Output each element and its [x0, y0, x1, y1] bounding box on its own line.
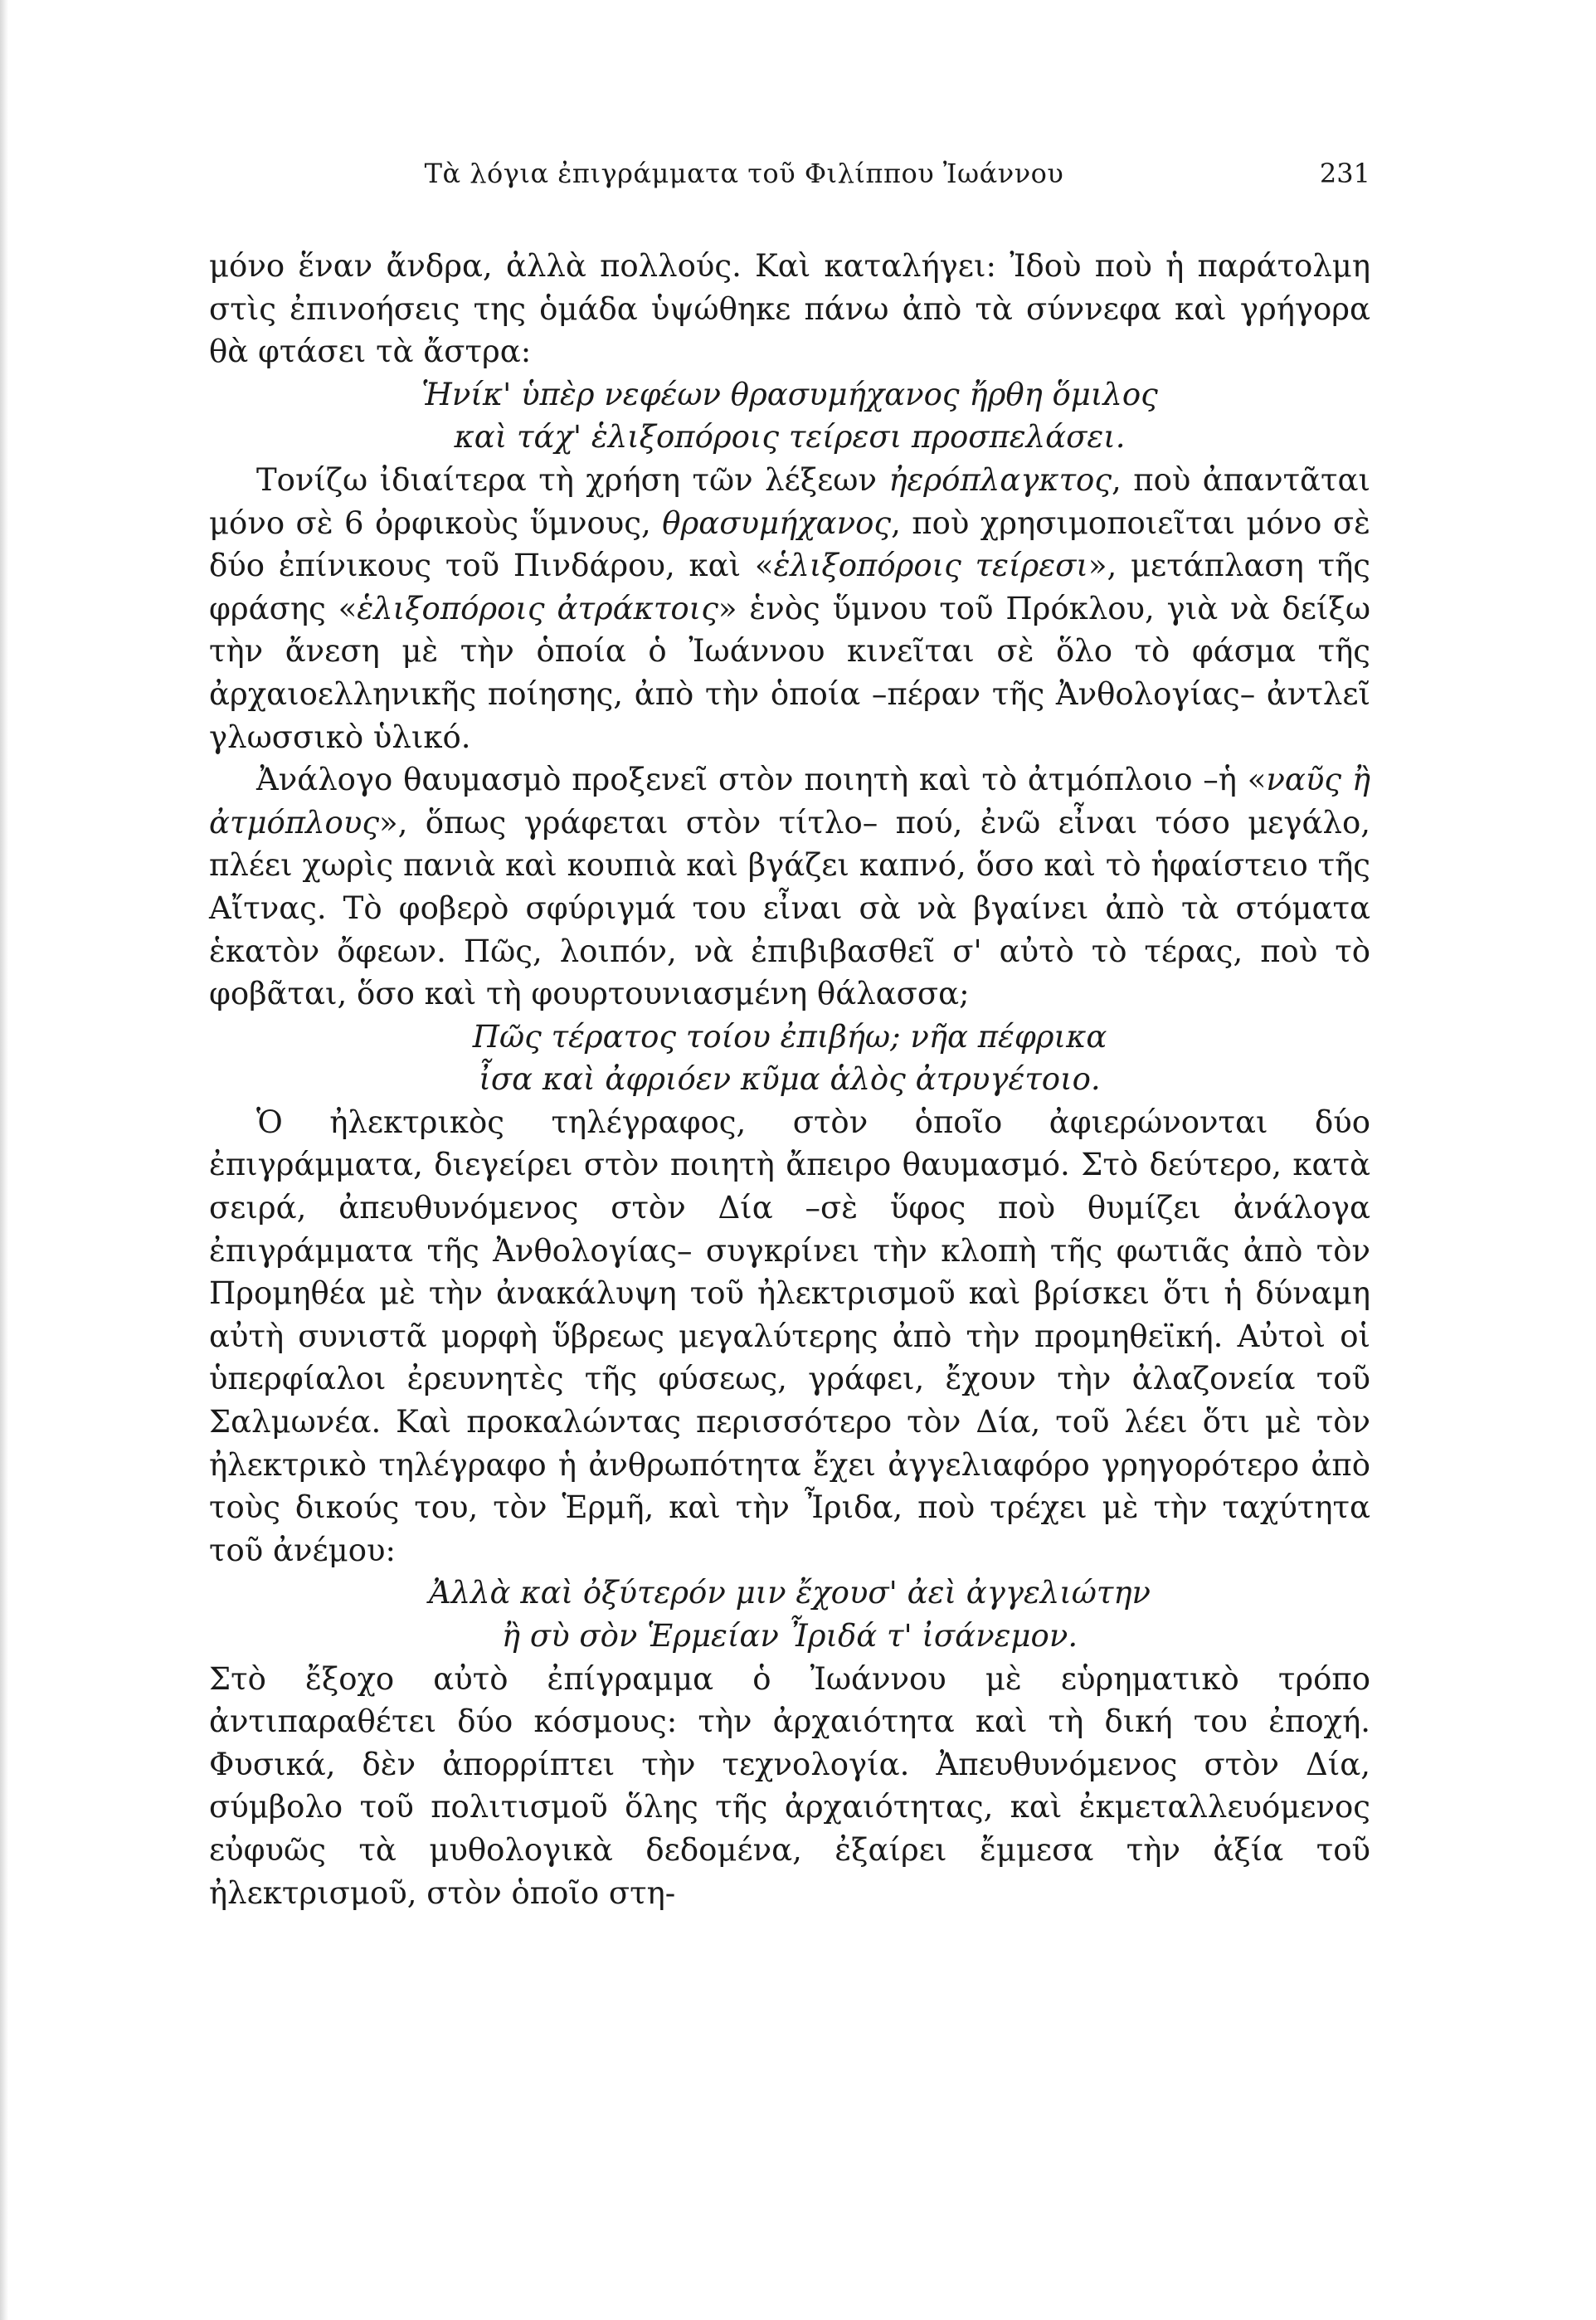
- spine-shadow: [0, 0, 8, 2320]
- verse-2-line-1: Πῶς τέρατος τοίου ἐπιβήω; νῆα πέφρικα: [472, 1018, 1107, 1055]
- paragraph-2-text: , ποὺ χρησιμοποιεῖται μόνο σὲ δύο ἐπίνικους τοῦ Πινδάρου, καὶ «: [209, 504, 1370, 584]
- verse-3-line-1: Ἀλλὰ καὶ ὀξύτερόν μιν ἔχουσ' ἀεὶ ἀγγελιώτην: [428, 1575, 1151, 1611]
- page-header: [209, 158, 1370, 207]
- paragraph-3-text: Ἀνάλογο θαυμασμὸ προξενεῖ στὸν ποιητὴ καὶ τὸ ἀτμόπλοιο –ἡ «: [256, 762, 1267, 798]
- verse-3-line-2: ἢ σὺ σὸν Ἑρμείαν Ἶριδά τ' ἰσάνεμον.: [501, 1618, 1078, 1654]
- paragraph-2-text: , ποὺ ἀπαντᾶται μόνο σὲ 6 ὀρφικοὺς ὕμνους,: [209, 461, 1370, 541]
- paragraph-2-text: » ἑνὸς ὕμνου τοῦ Πρόκλου, γιὰ νὰ δείξω τὴν ἄνεση μὲ τὴν ὁποία ὁ Ἰωάννου κινεῖται σὲ ὅλο τὸ φάσμα τῆς ἀρχαιοελληνικῆς ποίησης, ἀπὸ τὴν ὁποία –πέραν τῆς Ἀνθολογίας– ἀντλεῖ γλωσσικὸ ὑλικό.: [209, 590, 1370, 755]
- quoted-word: θρασυμήχανος: [662, 504, 892, 541]
- paragraph-5: Στὸ ἔξοχο αὐτὸ ἐπίγραμμα ὁ Ἰωάννου μὲ εὑρηματικὸ τρόπο ἀντιπαραθέτει δύο κόσμους: τὴν ἀρχαιότητα καὶ τὴ δική του ἐποχή. Φυσικά, δὲν ἀπορρίπτει τὴν τεχνολογία. Ἀπευθυνόμενος στὸν Δία, σύμβολο τοῦ πολιτισμοῦ ὅλης τῆς ἀρχαιότητας, καὶ ἐκμεταλλευόμενος εὐφυῶς τὰ μυθολογικὰ δεδομένα, ἐξαίρει ἔμμεσα τὴν ἀξία τοῦ ἠλεκτρισμοῦ, στὸν ὁποῖο στη-: [209, 1660, 1370, 1911]
- quoted-word: ἠερόπλαγκτος: [888, 461, 1112, 498]
- paragraph-3-text: », ὅπως γράφεται στὸν τίτλο– πού, ἐνῶ εἶναι τόσο μεγάλο, πλέει χωρὶς πανιὰ καὶ κουπιὰ καὶ βγάζει καπνό, ὅσο καὶ τὸ ἡφαίστειο τῆς Αἴτνας. Τὸ φοβερὸ σφύριγμά του εἶναι σὰ νὰ βγαίνει ἀπὸ τὰ στόματα ἑκατὸν ὄφεων. Πῶς, λοιπόν, νὰ ἐπιβιβασθεῖ σ' αὐτὸ τὸ τέρας, ποὺ τὸ φοβᾶται, ὅσο καὶ τὴ φουρτουνιασμένη θάλασσα;: [209, 804, 1370, 1012]
- verse-1-line-2: καὶ τάχ' ἑλιξοπόροις τείρεσι προσπελάσει.: [454, 419, 1126, 456]
- paragraph-3: [209, 758, 1370, 1016]
- paragraph-2: [209, 459, 1370, 758]
- page-number: 231: [1319, 158, 1370, 189]
- body-text: [209, 245, 1370, 1914]
- verse-2-line-2: ἶσα καὶ ἀφριόεν κῦμα ἁλὸς ἀτρυγέτοιο.: [479, 1061, 1101, 1098]
- quoted-phrase: ἑλιξοπόροις ἀτράκτοις: [357, 590, 718, 626]
- paragraph-2-text: », μετάπλαση τῆς φράσης «: [209, 548, 1370, 626]
- paragraph-4: Ὁ ἠλεκτρικὸς τηλέγραφος, στὸν ὁποῖο ἀφιερώνονται δύο ἐπιγράμματα, διεγείρει στὸν ποιητὴ ἄπειρο θαυμασμό. Στὸ δεύτερο, κατὰ σειρά, ἀπευθυνόμενος στὸν Δία –σὲ ὕφος ποὺ θυμίζει ἀνάλογα ἐπιγράμματα τῆς Ἀνθολογίας– συγκρίνει τὴν κλοπὴ τῆς φωτιᾶς ἀπὸ τὸν Προμηθέα μὲ τὴν ἀνακάλυψη τοῦ ἠλεκτρισμοῦ καὶ βρίσκει ὅτι ἡ δύναμη αὐτὴ συνιστᾶ μορφὴ ὕβρεως μεγαλύτερης ἀπὸ τὴν προμηθεϊκή. Αὐτοὶ οἱ ὑπερφίαλοι ἐρευνητὲς τῆς φύσεως, γράφει, ἔχουν τὴν ἀλαζονεία τοῦ Σαλμωνέα. Καὶ προκαλώντας περισσότερο τὸν Δία, τοῦ λέει ὅτι μὲ τὸν ἠλεκτρικὸ τηλέγραφο ἡ ἀνθρωπότητα ἔχει ἀγγελιαφόρο γρηγορότερο ἀπὸ τοὺς δικούς του, τὸν Ἑρμῆ, καὶ τὴν Ἶριδα, ποὺ τρέχει μὲ τὴν ταχύτητα τοῦ ἀνέμου:: [209, 1104, 1370, 1568]
- running-title: Τὰ λόγια ἐπιγράμματα τοῦ Φιλίππου Ἰωάννου: [424, 158, 1064, 189]
- paragraph-1: μόνο ἕναν ἄνδρα, ἀλλὰ πολλούς. Καὶ καταλήγει: Ἰδοὺ ποὺ ἡ παράτολμη στὶς ἐπινοήσεις της ὁμάδα ὑψώθηκε πάνω ἀπὸ τὰ σύννεφα καὶ γρήγορα θὰ φτάσει τὰ ἄστρα:: [209, 248, 1370, 370]
- paragraph-2-text: Τονίζω ἰδιαίτερα τὴ χρήση τῶν λέξεων: [256, 461, 889, 498]
- quoted-phrase: ἑλιξοπόροις τείρεσι: [773, 548, 1088, 584]
- quoted-title: ναῦς ἢ ἀτμόπλους: [209, 762, 1371, 841]
- verse-1-line-1: Ἡνίκ' ὑπὲρ νεφέων θρασυμήχανος ἤρθη ὅμιλος: [421, 376, 1158, 412]
